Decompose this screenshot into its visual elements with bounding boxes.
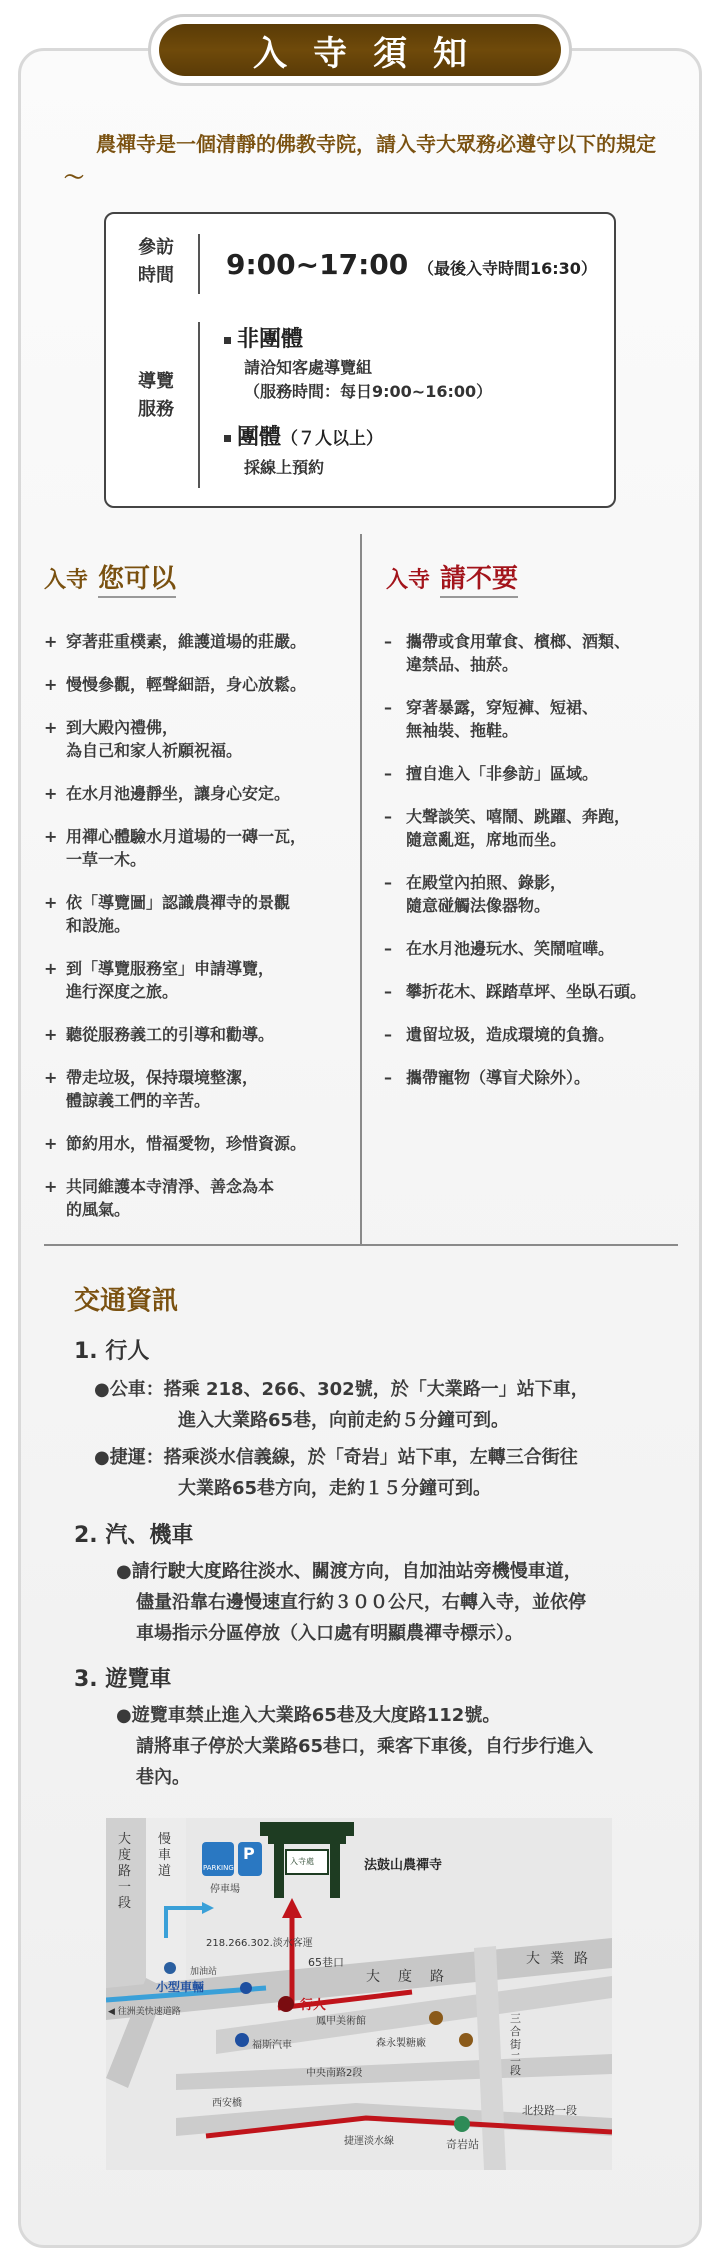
time-label-line1: 參訪 [138,237,174,258]
list-item-text: 一草一木。 [66,850,147,869]
list-marker: + [44,1134,58,1153]
label-slow-lane: 慢車道 [158,1832,172,1879]
time-value: 9:00~17:00 [226,248,409,281]
list-marker: – [384,1068,392,1087]
list-marker: + [44,1025,58,1044]
list-item-text: 在水月池邊靜坐，讓身心安定。 [66,784,291,803]
list-item-text: 隨意亂逛，席地而坐。 [406,830,567,849]
group-title-text: 團體 [237,425,282,450]
list-marker: + [44,827,58,846]
gate-beam [268,1836,346,1844]
list-item [44,673,350,696]
list-item [384,1066,684,1089]
label-pedestrian: 行人 [300,1998,327,2013]
group-line: 採線上預約 [244,458,325,477]
label-sanhe: 三合街二段 [510,2012,521,2077]
list-item-text: 聽從服務義工的引導和勸導。 [66,1025,275,1044]
can-list [44,630,350,1241]
mrt-line: 搭乘淡水信義線，於「奇岩」站下車，左轉三合街往 [163,1447,578,1468]
time-label [126,234,186,290]
intro-text: 農禪寺是一個清靜的佛教寺院，請入寺大眾務必遵守以下的規定～ [64,132,656,189]
label-senyong: 森永製糖廠 [376,2038,426,2049]
mrt-info [94,1442,578,1504]
list-marker: + [44,675,58,694]
list-item [44,1175,350,1221]
bus-line: 進入大業路65巷，向前走約５分鐘可到。 [178,1410,510,1431]
non-group-title-text: 非團體 [237,327,304,352]
list-marker: – [384,764,392,783]
label-xian: 西安橋 [212,2098,242,2109]
landmark-icon [429,2011,443,2025]
non-group-line: 請洽知客處導覽組 [244,358,373,377]
mrt-line: 大業路65巷方向，走約１５分鐘可到。 [178,1478,492,1499]
mrt-station-icon [454,2116,470,2132]
list-item [384,980,684,1003]
mrt-label: ●捷運： [94,1447,164,1468]
title-banner [148,14,572,86]
list-item-text: 在殿堂內拍照、錄影， [406,873,567,892]
list-item-text: 穿著暴露，穿短褲、短裙、 [406,698,599,717]
section-car: 2. 汽、機車 [74,1523,194,1548]
list-marker: – [384,1025,392,1044]
time-label-line2: 時間 [138,265,174,286]
factory-icon [459,2033,473,2047]
section-coach: 3. 遊覽車 [74,1667,172,1692]
list-item-text: 在水月池邊玩水、笑鬧喧嘩。 [406,939,615,958]
list-item [384,1023,684,1046]
list-item [384,871,684,917]
vw-logo-icon [235,2033,249,2047]
column-divider [360,534,362,1244]
label-to-guandu-text: 往洲美快速道路 [117,2007,181,2017]
label-zhongyang: 中央南路2段 [306,2068,363,2079]
opening-hours [226,248,597,281]
list-item-text: 慢慢參觀，輕聲細語，身心放鬆。 [66,675,307,694]
time-note: （最後入寺時間16:30） [417,259,597,278]
arrow-up-icon [282,1898,302,1918]
list-item-text: 違禁品、抽菸。 [406,655,519,674]
label-road-dadu: 大度路一段 [118,1832,132,1911]
list-item-text: 遺留垃圾，造成環境的負擔。 [406,1025,615,1044]
label-road-daye [366,1966,462,1986]
gas-station-icon [164,1962,176,1974]
non-group-line: （服務時間：每日9:00~16:00） [244,382,493,401]
list-marker: + [44,1068,58,1087]
gate-roof [260,1822,354,1836]
car-line: ●請行駛大度路往淡水、關渡方向，自加油站旁機慢車道， [116,1561,582,1582]
divider [198,322,200,488]
list-marker: – [384,632,392,651]
group-note: （７人以上） [281,429,384,449]
label-gas: 加油站 [190,1967,218,1977]
list-marker: – [384,982,392,1001]
car-line: 儘量沿靠右邊慢速直行約３００公尺，右轉入寺，並依停 [136,1592,586,1613]
list-item-text: 攜帶寵物（導盲犬除外）。 [406,1068,591,1087]
label-small-car: 小型車輛 [156,1980,205,1994]
section-pedestrian: 1. 行人 [74,1339,150,1364]
can-title: 您可以 [98,564,176,598]
list-item [384,762,684,785]
list-item-text: 用禪心體驗水月道場的一磚一瓦， [66,827,307,846]
list-item-text: 和設施。 [66,916,131,935]
guide-label [126,368,186,424]
list-item-text: 無袖裝、拖鞋。 [406,721,519,740]
label-temple: 法鼓山農禪寺 [364,1858,443,1873]
list-item-text: 為自己和家人祈願祝福。 [66,741,243,760]
guide-label-line2: 服務 [138,399,174,420]
bus-label: ●公車： [94,1379,164,1400]
coach-line: 巷內。 [136,1767,190,1788]
road-zhongyang [176,2054,612,2090]
list-item-text: 隨意碰觸法像器物。 [406,896,551,915]
list-item [44,782,350,805]
list-item [44,891,350,937]
list-item-text: 大聲談笑、嘻鬧、跳躍、奔跑， [406,807,631,826]
divider [198,234,200,294]
cannot-list [384,630,684,1109]
list-item [384,696,684,742]
group-title [224,420,383,451]
page-title: 入寺須知 [159,24,561,76]
list-marker: – [384,698,392,717]
list-item [44,630,350,653]
label-alley: 65巷口 [308,1956,344,1969]
coach-line: 請將車子停於大業路65巷口，乘客下車後，自行步行進入 [136,1736,594,1757]
list-marker: + [44,1177,58,1196]
list-item-text: 攜帶或食用葷食、檳榔、酒類、 [406,632,631,651]
pedestrian-icon [278,1996,294,2012]
list-marker: – [384,873,392,892]
list-item-text: 到「導覽服務室」申請導覽， [66,959,275,978]
list-marker: + [44,784,58,803]
label-parking-en: PARKING [203,1864,234,1872]
gate-pillar-right [330,1844,340,1898]
bullet-square-icon [224,337,231,344]
label-mrt-line: 捷運淡水線 [344,2136,394,2147]
non-group-details [244,356,492,404]
list-item-text: 的風氣。 [66,1200,131,1219]
list-item [44,825,350,871]
list-marker: + [44,718,58,737]
list-item-text: 帶走垃圾，保持環境整潔， [66,1068,259,1087]
bus-stop-icon [240,1982,252,1994]
list-item-text: 攀折花木、踩踏草坪、坐臥石頭。 [406,982,647,1001]
list-item-text: 到大殿內禮佛， [66,718,179,737]
label-to-guandu: ◀ 往洲美快速道路 [108,2007,181,2017]
label-beitou: 北投路一段 [522,2104,577,2117]
list-item-text: 依「導覽圖」認識農禪寺的景觀 [66,893,291,912]
car-info [116,1556,586,1649]
list-marker: + [44,959,58,978]
list-item-text: 穿著莊重樸素，維護道場的莊嚴。 [66,632,307,651]
cannot-prefix: 入寺 [386,568,431,593]
guide-label-line1: 導覽 [138,371,174,392]
coach-info [116,1700,593,1793]
list-item-text: 進行深度之旅。 [66,982,179,1001]
list-item-text: 體諒義工們的辛苦。 [66,1091,211,1110]
visit-info-box [104,212,616,508]
transport-title: 交通資訊 [74,1286,179,1316]
list-marker: – [384,807,392,826]
list-item-text: 擅自進入「非參訪」區域。 [406,764,599,783]
bullet-square-icon [224,435,231,442]
list-item [384,937,684,960]
non-group-title [224,322,303,353]
can-prefix: 入寺 [44,568,89,593]
label-vw: 福斯汽車 [252,2040,292,2051]
bus-line: 搭乘 218、266、302號，於「大業路一」站下車， [163,1379,589,1400]
cannot-title: 請不要 [440,564,518,598]
list-item [44,716,350,762]
label-fengjia: 鳳甲美術館 [316,2016,366,2027]
list-item [384,805,684,851]
list-item [44,1066,350,1112]
list-item-text: 共同維護本寺清淨、善念為本 [66,1177,275,1196]
list-item [44,1132,350,1155]
list-item [384,630,684,676]
label-parking-p: P [243,1844,255,1863]
label-parking: 停車場 [210,1884,240,1895]
gate-pillar-left [274,1844,284,1898]
list-item [44,1023,350,1046]
location-map [106,1818,612,2170]
list-item-text: 節約用水，惜福愛物，珍惜資源。 [66,1134,307,1153]
list-marker: + [44,893,58,912]
cannot-heading [386,558,518,595]
list-marker: + [44,632,58,651]
can-heading [44,558,176,595]
label-qiyan: 奇岩站 [446,2138,479,2151]
list-marker: – [384,939,392,958]
coach-line: ●遊覽車禁止進入大業路65巷及大度路112號。 [116,1705,501,1726]
label-bus-stop: 218.266.302.淡水客運 [206,1938,313,1949]
label-gate: 入寺處 [290,1857,314,1866]
label-road-dadu2: 大度路 [366,1969,462,1985]
label-daye: 大業路 [526,1951,598,1967]
arrow-icon [202,1902,214,1914]
list-item [44,957,350,1003]
bus-info [94,1374,589,1436]
section-divider [44,1244,678,1246]
car-line: 車場指示分區停放（入口處有明顯農禪寺標示）。 [136,1623,523,1644]
